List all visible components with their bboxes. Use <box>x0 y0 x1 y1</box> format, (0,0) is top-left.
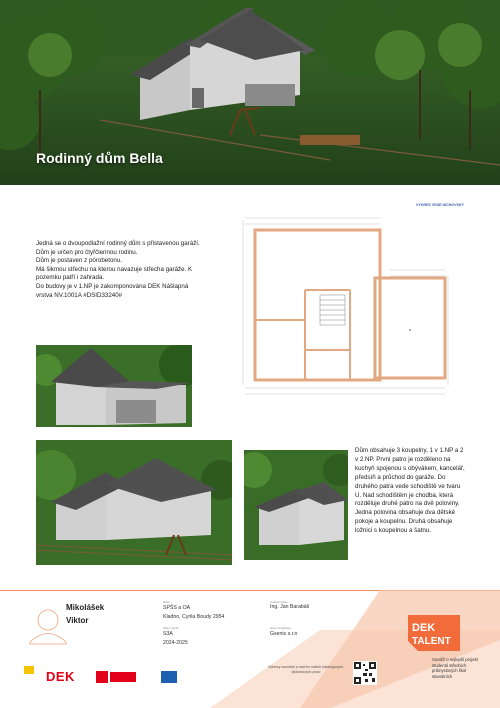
teacher-label: vedoucí práce <box>270 600 288 604</box>
qr-code-icon <box>353 661 377 685</box>
page-title: Rodinný dům Bella <box>36 150 163 166</box>
render-photo-back <box>244 450 348 560</box>
student-surname: Mikolášek <box>66 603 105 612</box>
dek-talent-top: DEK <box>412 622 436 634</box>
class-value: S3A <box>163 631 173 637</box>
dek-brand-logo: DEK <box>46 669 75 684</box>
software-label: autor vizualizace <box>270 626 291 630</box>
footer-note: Výkresy součástí a návrhu našich katalogových, diplomových prací <box>267 665 345 674</box>
small-logo-mark <box>24 666 34 674</box>
floor-plan-drawing <box>240 210 460 400</box>
software-name: Gsenis s.r.o <box>270 631 298 637</box>
teacher-name: Ing. Jan Barabáš <box>270 604 310 610</box>
render-photo-garden <box>36 440 232 565</box>
dek-talent-bottom: TALENT <box>412 636 451 647</box>
intro-line: Dům je postaven z pórobetonu. <box>36 257 122 265</box>
dek-talent-logo <box>404 611 464 655</box>
house-description: Dům obsahuje 3 koupelny, 1 v 1.NP a 2 v 2.NP. První patro je rozděleno na kuchyň spojenou s obývákem, kancelář, předsíň a průchod do garáže. Do druhého patra vede schodiště ve tvaru U. Nad schodištěm je chodba, která rozděluje druhé patro na dvě poloviny. Jedna polovina obsahuje dva dětské pokoje a koupelnu. Druhá obsahuje ložnici s koupelnou a šatnu. <box>355 447 465 535</box>
school-name: SPŠS a OA <box>163 605 191 611</box>
school-address: Kladno, Cyrila Boudy 2954 <box>163 614 225 620</box>
intro-line: Jedná se o dvoupodlažní rodinný dům s přistavenou garáží. Dům je určen pro čtyřčlennou rodinu. <box>36 240 200 256</box>
school-label: škola <box>163 600 170 604</box>
intro-text <box>36 240 206 300</box>
sponsor-logo <box>96 671 136 683</box>
partner-logo <box>161 671 177 683</box>
plan-label: VÝKRES VEDE NÍCHOVSKÝ <box>416 203 464 207</box>
intro-line: Do budovy je v 1.NP je zakomponována DEK Nášlapná vrstva NV.1001A #DSID33240# <box>36 282 189 299</box>
intro-line: Má šikmou střechu na kterou navazuje střecha garáže. K pozemku patří i zahrada. <box>36 265 193 282</box>
floor-plan <box>240 210 460 400</box>
student-firstname: Viktor <box>66 616 89 625</box>
render-photo-garage <box>36 345 192 427</box>
school-year: 2024-2025 <box>163 640 188 646</box>
competition-tagline: Soutěž o nejlepší projekt studentů středních průmyslových škol stavebních <box>432 657 478 679</box>
class-label: třída / ročník <box>163 626 179 630</box>
